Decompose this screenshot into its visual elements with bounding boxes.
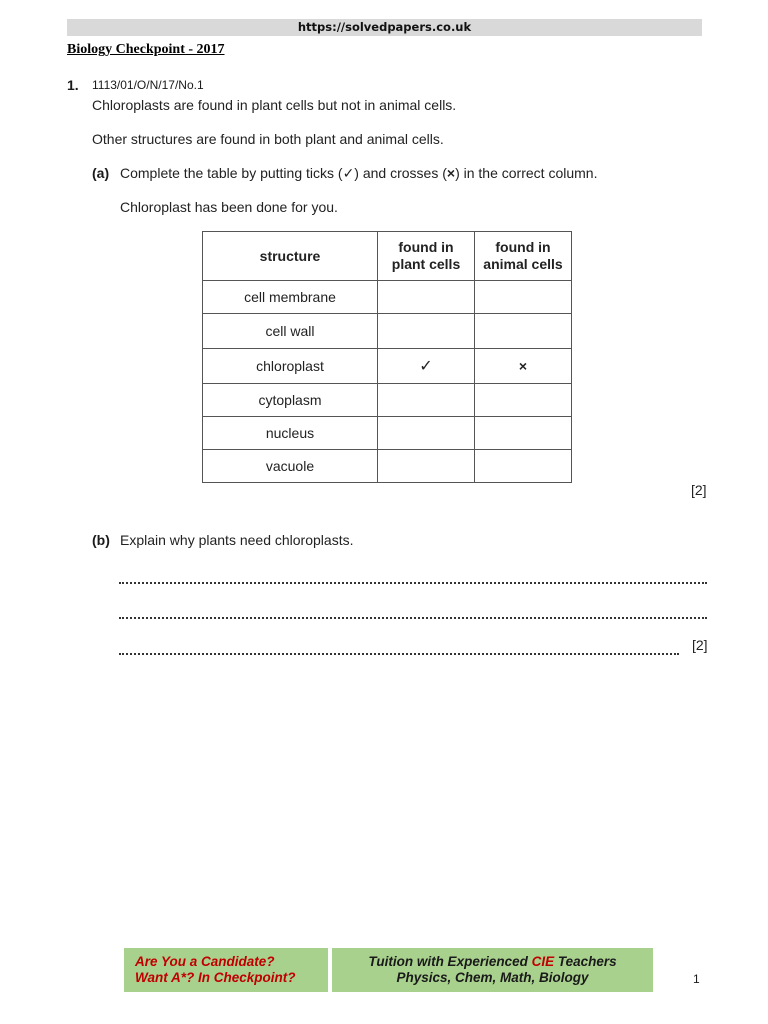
question-intro-line-2: Other structures are found in both plant and animal cells. <box>92 131 444 147</box>
structure-name: cell wall <box>203 314 378 349</box>
header-structure: structure <box>203 232 378 281</box>
candidate-promo-box[interactable] <box>124 948 328 992</box>
question-number: 1. <box>67 77 79 93</box>
document-title: Biology Checkpoint - 2017 <box>67 42 225 57</box>
cross-mark-icon: × <box>475 349 572 384</box>
source-url-banner: https://solvedpapers.co.uk <box>67 19 702 36</box>
answer-line-3[interactable] <box>119 651 679 655</box>
table-row <box>203 384 572 417</box>
header-plant-cells: found in plant cells <box>378 232 475 281</box>
structure-name: nucleus <box>203 417 378 450</box>
promo-line-2: Want A*? In Checkpoint? <box>135 970 296 985</box>
tick-symbol: ✓ <box>342 165 355 181</box>
page-number: 1 <box>693 972 700 986</box>
cie-highlight: CIE <box>531 954 555 969</box>
answer-line-2[interactable] <box>119 615 707 619</box>
header-animal-cells: found in animal cells <box>475 232 572 281</box>
plant-answer-cell[interactable] <box>378 417 475 450</box>
animal-answer-cell[interactable] <box>475 450 572 483</box>
promo-line-1: Are You a Candidate? <box>135 954 275 969</box>
tuition-line-1: Tuition with Experienced CIE Teachers <box>368 954 617 969</box>
tick-mark-icon: ✓ <box>378 349 475 384</box>
cross-symbol: × <box>446 165 456 181</box>
structure-name: chloroplast <box>203 349 378 384</box>
animal-answer-cell[interactable] <box>475 281 572 314</box>
part-b-label: (b) <box>92 532 110 548</box>
cell-structures-table <box>202 231 572 483</box>
animal-answer-cell[interactable] <box>475 384 572 417</box>
table-row <box>203 314 572 349</box>
part-a-instruction: Complete the table by putting ticks (✓) and crosses (×) in the correct column. <box>120 165 598 181</box>
part-b-marks: [2] <box>692 637 708 653</box>
structure-name: cell membrane <box>203 281 378 314</box>
table-row <box>203 281 572 314</box>
structure-name: vacuole <box>203 450 378 483</box>
animal-answer-cell[interactable] <box>475 314 572 349</box>
table-row <box>203 349 572 384</box>
table-row <box>203 417 572 450</box>
part-b-question: Explain why plants need chloroplasts. <box>120 532 354 548</box>
plant-answer-cell[interactable] <box>378 281 475 314</box>
part-a-label: (a) <box>92 165 110 181</box>
question-code: 1113/01/O/N/17/No.1 <box>92 78 204 92</box>
tuition-line-2: Physics, Chem, Math, Biology <box>396 970 589 985</box>
part-a-marks: [2] <box>691 482 707 498</box>
tuition-promo-box[interactable] <box>332 948 653 992</box>
plant-answer-cell[interactable] <box>378 314 475 349</box>
answer-line-1[interactable] <box>119 580 707 584</box>
plant-answer-cell[interactable] <box>378 450 475 483</box>
table-row <box>203 450 572 483</box>
part-a-note: Chloroplast has been done for you. <box>120 199 338 215</box>
structure-name: cytoplasm <box>203 384 378 417</box>
question-intro-line-1: Chloroplasts are found in plant cells but not in animal cells. <box>92 97 457 113</box>
animal-answer-cell[interactable] <box>475 417 572 450</box>
plant-answer-cell[interactable] <box>378 384 475 417</box>
